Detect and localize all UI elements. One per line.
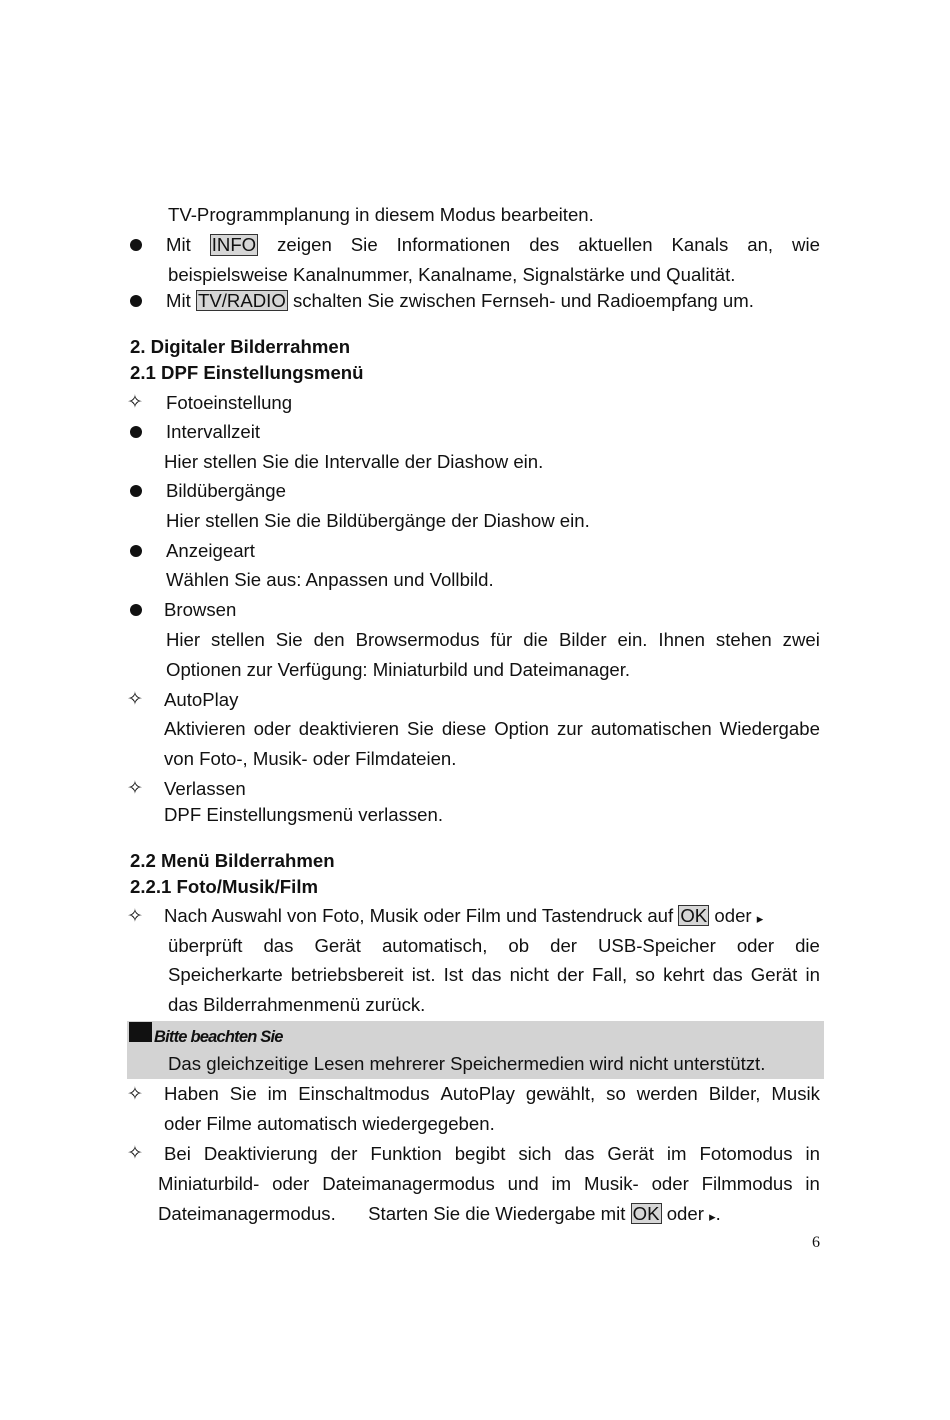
word: begibt	[454, 1143, 506, 1164]
word: gewählt,	[525, 1083, 596, 1104]
star-bullet-icon: ✧	[127, 688, 143, 710]
word: Gerät	[607, 1143, 654, 1164]
word: betriebsbereit	[290, 964, 404, 985]
word: schalten Sie zwischen Fernseh- und Radioempfang um.	[292, 290, 754, 311]
word: Bilder	[558, 629, 607, 650]
section-heading: 2.2 Menü Bilderrahmen	[130, 850, 335, 871]
bullet-icon	[130, 426, 142, 438]
word: automatischen	[590, 718, 712, 739]
word: sich	[518, 1143, 552, 1164]
item-title: Browsen	[164, 599, 237, 620]
item-text: Hier stellen Sie die Intervalle der Diashow ein.	[164, 451, 544, 472]
bullet-icon	[130, 295, 142, 307]
word: zeigen	[277, 234, 332, 255]
paragraph-line: oder Filme automatisch wiedergegeben.	[164, 1113, 495, 1134]
word: und	[507, 1173, 539, 1194]
word: stellen	[211, 629, 265, 650]
subsection-heading: 2.2.1 Foto/Musik/Film	[130, 876, 319, 897]
word: in	[805, 1173, 820, 1194]
item-text: Wählen Sie aus: Anpassen und Vollbild.	[166, 569, 494, 590]
word: Speicherkarte	[168, 964, 283, 985]
word: Nach Auswahl von Foto, Musik oder Film und Tastendruck auf	[164, 905, 674, 926]
word: der	[557, 964, 584, 985]
word: im	[267, 1083, 288, 1104]
star-bullet-icon: ✧	[127, 391, 143, 413]
word: der	[550, 935, 577, 956]
item-text: von Foto-, Musik- oder Filmdateien.	[164, 748, 457, 769]
word: Bei	[164, 1143, 191, 1164]
item-title: Bildübergänge	[166, 480, 286, 501]
word: in	[805, 964, 820, 985]
item-text-justified	[164, 718, 820, 740]
item-title: Verlassen	[164, 778, 246, 799]
word: Dateimanagermodus	[322, 1173, 495, 1194]
word: oder	[736, 935, 775, 956]
word: Mit	[166, 234, 191, 255]
word: Musik	[771, 1083, 820, 1104]
tv-radio-key: TV/RADIO	[197, 290, 286, 311]
note-marker-icon	[129, 1022, 152, 1042]
section-heading: 2. Digitaler Bilderrahmen	[130, 336, 351, 357]
word: Funktion	[370, 1143, 442, 1164]
word: ist.	[411, 964, 436, 985]
word: Starten Sie die Wiedergabe mit	[368, 1203, 626, 1224]
word: stehen	[715, 629, 772, 650]
star-bullet-icon: ✧	[127, 777, 143, 799]
word: Informationen	[396, 234, 511, 255]
text-line: TV-Programmplanung in diesem Modus bearbeiten.	[168, 204, 594, 225]
word: im	[666, 1143, 687, 1164]
word: Sie	[275, 629, 303, 650]
word: kehrt	[663, 964, 705, 985]
word: Aktivieren	[164, 718, 246, 739]
word: aktuellen	[578, 234, 653, 255]
item-text: DPF Einstellungsmenü verlassen.	[164, 804, 444, 825]
word: Einschaltmodus	[298, 1083, 430, 1104]
word: die	[795, 935, 820, 956]
word: wie	[792, 234, 820, 255]
ok-key: OK	[680, 905, 708, 926]
paragraph-line-justified	[158, 1173, 820, 1195]
word: des	[529, 234, 560, 255]
word: Wiedergabe	[719, 718, 820, 739]
page-number: 6	[812, 1234, 820, 1251]
word: so	[635, 964, 655, 985]
paragraph-line-justified	[164, 1083, 820, 1105]
word: in	[805, 1143, 820, 1164]
word: AutoPlay	[440, 1083, 515, 1104]
bullet-icon	[130, 545, 142, 557]
word: für	[490, 629, 513, 650]
word: Dateimanagermodus.	[158, 1203, 336, 1224]
word: das	[712, 964, 743, 985]
paragraph-line	[164, 905, 763, 931]
word: Deaktivierung	[203, 1143, 318, 1164]
word: automatisch,	[381, 935, 488, 956]
word: diese	[441, 718, 487, 739]
item-text: Hier stellen Sie die Bildübergänge der Diashow ein.	[166, 510, 590, 531]
word: Sie	[229, 1083, 257, 1104]
word: Miniaturbild-	[158, 1173, 260, 1194]
paragraph-line	[158, 1203, 721, 1229]
paragraph-line: das Bilderrahmenmenü zurück.	[168, 994, 426, 1015]
word: deaktivieren	[298, 718, 400, 739]
word: .	[715, 1203, 721, 1224]
word: Haben	[164, 1083, 219, 1104]
item-title: AutoPlay	[164, 689, 239, 710]
item-title: Anzeigeart	[166, 540, 255, 561]
word: ob	[508, 935, 530, 956]
play-pause-icon: ▸	[756, 912, 764, 927]
word: zwei	[782, 629, 820, 650]
word: das	[263, 935, 294, 956]
word: Fall,	[592, 964, 628, 985]
word: oder	[714, 905, 752, 926]
word: an,	[747, 234, 774, 255]
word: oder	[272, 1173, 310, 1194]
word: überprüft	[168, 935, 243, 956]
word: das	[471, 964, 502, 985]
word: Fotomodus	[699, 1143, 793, 1164]
word: der	[330, 1143, 358, 1164]
word: ein.	[617, 629, 648, 650]
word: Browsermodus	[355, 629, 480, 650]
subsection-heading: 2.1 DPF Einstellungsmenü	[130, 362, 364, 383]
word: werden	[636, 1083, 698, 1104]
word: das	[564, 1143, 595, 1164]
word: zur	[556, 718, 583, 739]
word: Option	[494, 718, 550, 739]
word: Hier	[166, 629, 201, 650]
bullet-icon	[130, 485, 142, 497]
paragraph-line-justified	[168, 964, 820, 986]
word: Gerät	[750, 964, 798, 985]
paragraph-line-justified	[168, 935, 820, 957]
bullet-icon	[130, 239, 142, 251]
word: Ist	[443, 964, 464, 985]
word: im	[551, 1173, 572, 1194]
word: Sie	[350, 234, 378, 255]
word: den	[313, 629, 345, 650]
item-title: Intervallzeit	[166, 421, 261, 442]
word: Sie	[406, 718, 434, 739]
play-pause-icon: ▸	[709, 1210, 716, 1225]
text-line: beispielsweise Kanalnummer, Kanalname, Signalstärke und Qualität.	[168, 264, 736, 285]
word: nicht	[509, 964, 549, 985]
star-bullet-icon: ✧	[127, 905, 143, 927]
word: Musik-	[583, 1173, 639, 1194]
item-text: Optionen zur Verfügung: Miniaturbild und Dateimanager.	[166, 659, 631, 680]
word: oder	[651, 1173, 689, 1194]
ok-key: OK	[632, 1203, 660, 1224]
note-text: Das gleichzeitige Lesen mehrerer Speichermedien wird nicht unterstützt.	[168, 1053, 766, 1074]
word: Bilder,	[708, 1083, 761, 1104]
word: USB-Speicher	[598, 935, 716, 956]
bullet-icon	[130, 604, 142, 616]
word: so	[606, 1083, 626, 1104]
word: oder	[666, 1203, 704, 1224]
word: Filmmodus	[701, 1173, 793, 1194]
star-bullet-icon: ✧	[127, 1142, 143, 1164]
word: oder	[253, 718, 291, 739]
word: Gerät	[314, 935, 361, 956]
word: Kanals	[671, 234, 729, 255]
text-line-tvradio	[166, 290, 754, 312]
item-text-justified	[166, 629, 820, 651]
word: Ihnen	[658, 629, 705, 650]
star-bullet-icon: ✧	[127, 1083, 143, 1105]
note-title: Bitte beachten Sie	[154, 1028, 283, 1046]
item-title: Fotoeinstellung	[166, 392, 293, 413]
text-line-info	[166, 234, 820, 256]
info-key: INFO	[211, 234, 257, 255]
word: Mit	[166, 290, 191, 311]
paragraph-line-justified	[164, 1143, 820, 1165]
word: die	[523, 629, 549, 650]
